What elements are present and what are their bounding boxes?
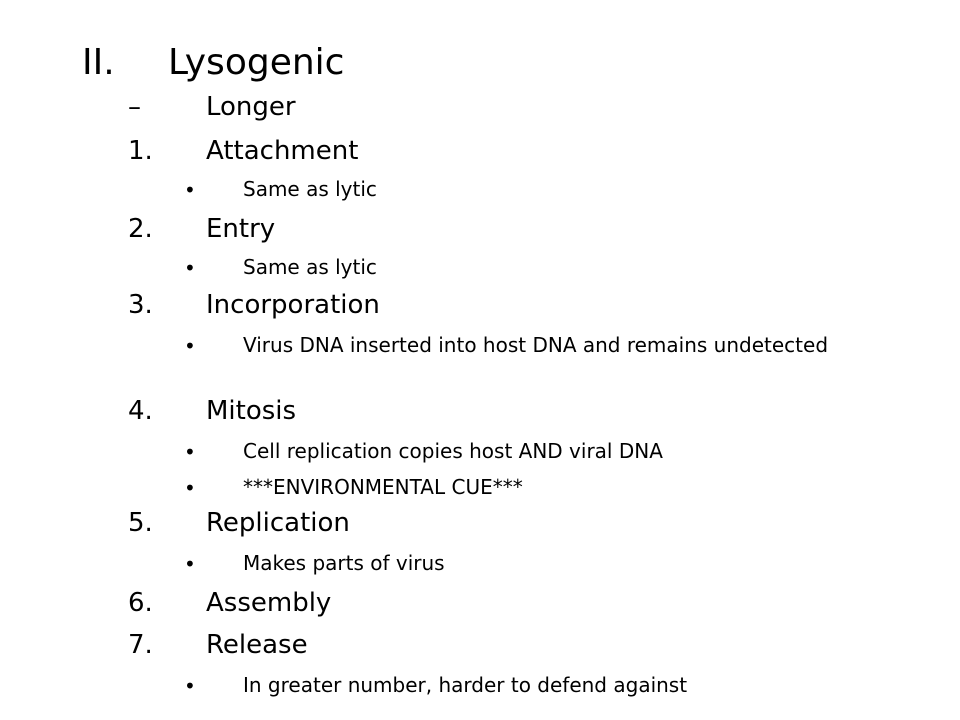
step-attachment: Attachment [206, 136, 359, 166]
step-number: 2. [128, 214, 153, 244]
step-number: 4. [128, 396, 153, 426]
sub-point: In greater number, harder to defend against [243, 673, 688, 697]
sub-point: Makes parts of virus [243, 551, 445, 575]
step-entry: Entry [206, 214, 276, 244]
step-mitosis: Mitosis [206, 396, 297, 426]
bullet: • [184, 440, 196, 464]
bullet: • [184, 334, 196, 358]
step-number: 1. [128, 136, 153, 166]
sub-point: Cell replication copies host AND viral DNA [243, 439, 663, 463]
step-number: 5. [128, 508, 153, 538]
bullet: • [184, 552, 196, 576]
step-incorporation: Incorporation [206, 290, 380, 320]
bullet: • [184, 256, 196, 280]
bullet: • [184, 674, 196, 698]
slide-title: Lysogenic [168, 42, 345, 83]
step-release: Release [206, 630, 308, 660]
bullet: • [184, 178, 196, 202]
sub-point: ***ENVIRONMENTAL CUE*** [243, 475, 523, 499]
sub-point: Virus DNA inserted into host DNA and remains undetected [243, 333, 829, 357]
step-replication: Replication [206, 508, 350, 538]
title-numeral: II. [82, 42, 115, 83]
bullet: • [184, 476, 196, 500]
step-assembly: Assembly [206, 588, 332, 618]
sub-point: Same as lytic [243, 177, 377, 201]
dash-marker: – [128, 92, 141, 122]
step-number: 3. [128, 290, 153, 320]
step-number: 6. [128, 588, 153, 618]
list-item-longer: Longer [206, 92, 296, 122]
step-number: 7. [128, 630, 153, 660]
sub-point: Same as lytic [243, 255, 377, 279]
